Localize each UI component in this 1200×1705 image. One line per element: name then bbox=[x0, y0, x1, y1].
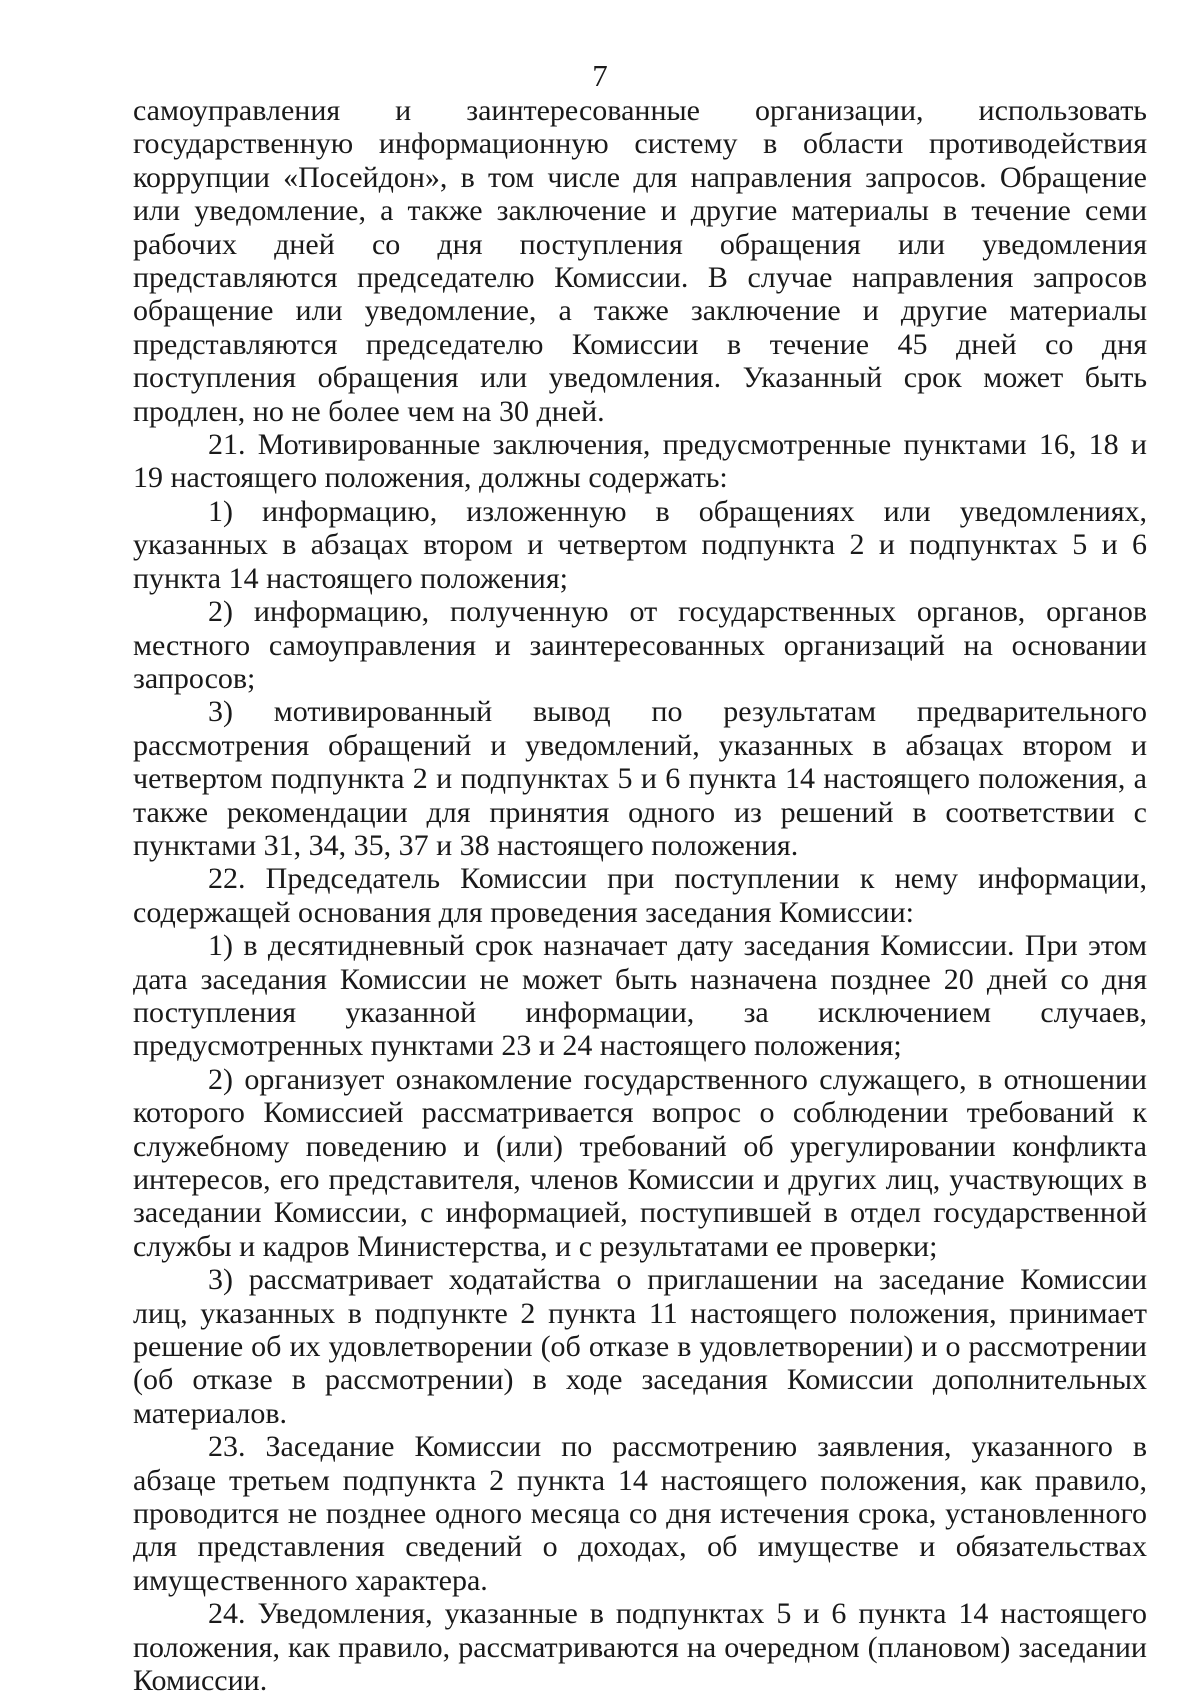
paragraph-item-22-1: 1) в десятидневный срок назначает дату заседания Комиссии. При этом дата заседания Комиссии не может быть назначена позднее 20 дней со дня поступления указанной информации, за исключением случаев, предусмотренных пунктами 23 и 24 настоящего положения; bbox=[133, 929, 1147, 1063]
page-number: 7 bbox=[592, 58, 608, 93]
paragraph-item-22: 22. Председатель Комиссии при поступлении к нему информации, содержащей основания для проведения заседания Комиссии: bbox=[133, 862, 1147, 929]
paragraph-item-21: 21. Мотивированные заключения, предусмотренные пунктами 16, 18 и 19 настоящего положения, должны содержать: bbox=[133, 428, 1147, 495]
document-body bbox=[133, 94, 1147, 1698]
paragraph-item-24: 24. Уведомления, указанные в подпунктах 5 и 6 пункта 14 настоящего положения, как правило, рассматриваются на очередном (плановом) заседании Комиссии. bbox=[133, 1597, 1147, 1698]
paragraph-item-21-2: 2) информацию, полученную от государственных органов, органов местного самоуправления и заинтересованных организаций на основании запросов; bbox=[133, 595, 1147, 695]
paragraph-item-22-2: 2) организует ознакомление государственного служащего, в отношении которого Комиссией рассматривается вопрос о соблюдении требований к служебному поведению и (или) требований об урегулировании конфликта интересов, его представителя, членов Комиссии и других лиц, участвующих в заседании Комиссии, с информацией, поступившей в отдел государственной службы и кадров Министерства, и с результатами ее проверки; bbox=[133, 1062, 1147, 1263]
paragraph-item-21-1: 1) информацию, изложенную в обращениях или уведомлениях, указанных в абзацах втором и четвертом подпункта 2 и подпунктах 5 и 6 пункта 14 настоящего положения; bbox=[133, 494, 1147, 595]
paragraph-item-23: 23. Заседание Комиссии по рассмотрению заявления, указанного в абзаце третьем подпункта 2 пункта 14 настоящего положения, как правило, проводится не позднее одного месяца со дня истечения срока, установленного для представления сведений о доходах, об имуществе и обязательствах имущественного характера. bbox=[133, 1430, 1147, 1597]
paragraph-continuation: самоуправления и заинтересованные организации, использовать государственную информационную систему в области противодействия коррупции «Посейдон», в том числе для направления запросов. Обращение или уведомление, а также заключение и другие материалы в течение семи рабочих дней со дня поступления обращения или уведомления представляются председателю Комиссии. В случае направления запросов обращение или уведомление, а также заключение и другие материалы представляются председателю Комиссии в течение 45 дней со дня поступления обращения или уведомления. Указанный срок может быть продлен, но не более чем на 30 дней. bbox=[133, 94, 1147, 428]
paragraph-item-22-3: 3) рассматривает ходатайства о приглашении на заседание Комиссии лиц, указанных в подпункте 2 пункта 11 настоящего положения, принимает решение об их удовлетворении (об отказе в удовлетворении) и о рассмотрении (об отказе в рассмотрении) в ходе заседания Комиссии дополнительных материалов. bbox=[133, 1263, 1147, 1430]
paragraph-item-21-3: 3) мотивированный вывод по результатам предварительного рассмотрения обращений и уведомлений, указанных в абзацах втором и четвертом подпункта 2 и подпунктах 5 и 6 пункта 14 настоящего положения, а также рекомендации для принятия одного из решений в соответствии с пунктами 31, 34, 35, 37 и 38 настоящего положения. bbox=[133, 695, 1147, 862]
